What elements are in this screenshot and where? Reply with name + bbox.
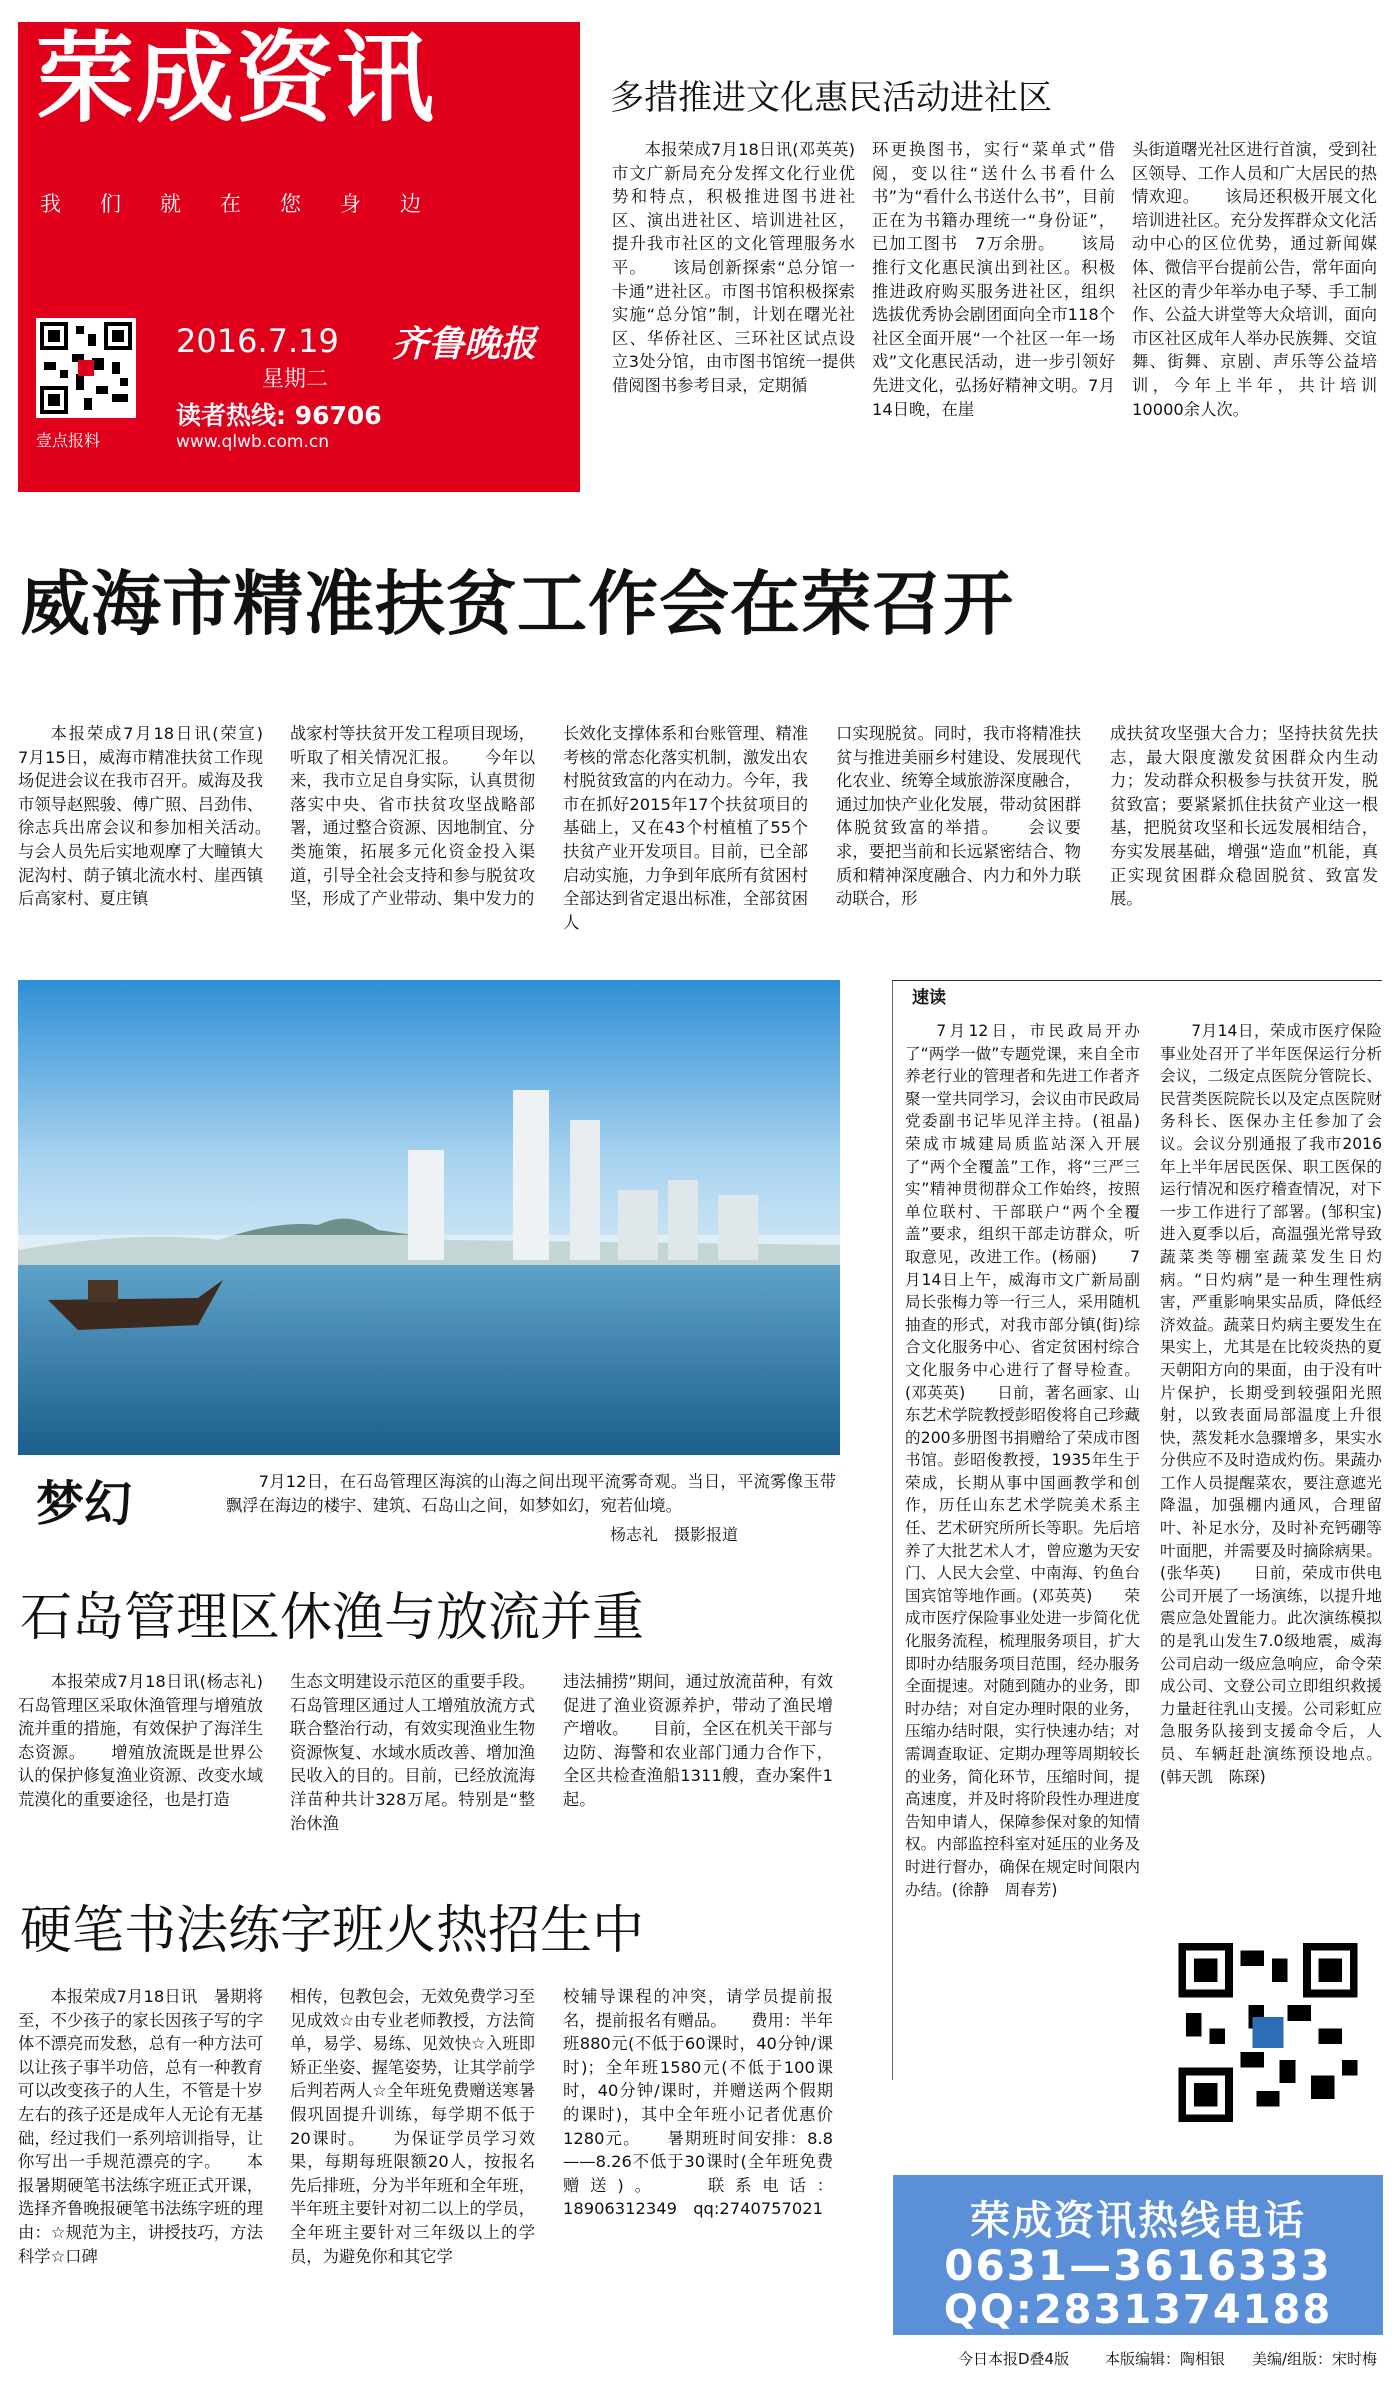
- partner-logo: 齐鲁晚报: [392, 324, 537, 365]
- quick-news-left: [905, 1020, 1140, 2155]
- article2-col2: [290, 722, 535, 932]
- article4-col3: [563, 1985, 833, 2335]
- article3-col2-text: 生态文明建设示范区的重要手段。石岛管理区通过人工增殖放流方式联合整治行动，有效实现渔业生物资源恢复、水域水质改善、增加渔民收入的目的。目前，已经放流海洋苗种共计328万尾。特别是“整治休渔: [290, 1672, 535, 1833]
- article3-col3-text: 违法捕捞”期间，通过放流苗种，有效促进了渔业资源养护，带动了渔民增产增收。 目前，全区在机关干部与边防、海警和农业部门通力合作下，全区共检查渔船1311艘，查办案件1起。: [563, 1672, 833, 1809]
- article2-col1: [18, 722, 263, 932]
- hotline-banner: [893, 2175, 1383, 2335]
- quick-news-left-text: 7月12日，市民政局开办了“两学一做”专题党课，来自全市养老行业的管理者和先进工作者齐聚一堂共同学习，会议由市民政局党委副书记毕见洋主持。(祖晶) 荣成市城建局质监站深入开展了“两个全覆盖”工作，将“三严三实”精神贯彻群众工作始终，按照单位联村、干部联户“两个全覆盖”要求，组织干部走访群众，听取意见，改进工作。(杨丽) 7月14日上午，威海市文广新局副局长张梅力等一行三人，采用随机抽查的形式，对我市部分镇(街)综合文化服务中心、省定贫困村综合文化服务中心进行了督导检查。(邓英英) 日前，著名画家、山东艺术学院教授彭昭俊将自己珍藏的200多册图书捐赠给了荣成市图书馆。彭昭俊教授，1935年生于荣成，长期从事中国画教学和创作，历任山东艺术学院美术系主任、艺术研究所所长等职。先后培养了大批艺术人才，曾应邀为天安门、人民大会堂、中南海、钓鱼台国宾馆等地作画。(邓英英) 荣成市医疗保险事业处进一步简化优化服务流程，梳理服务项目，扩大即时办结服务项目范围，经办服务全面提速。对随到随办的业务，即时办结；对自定办理时限的业务，压缩办结时限，实行快速办结；对需调查取证、定期办理等周期较长的业务，简化环节，压缩时间，提高速度，并及时将阶段性办理进度告知申请人，保障参保对象的知情权。内部监控科室对延压的业务及时进行督办，确保在规定时间限内办结。(徐静 周春芳): [905, 1022, 1140, 1899]
- article1-col3: [1132, 138, 1377, 490]
- article1-headline: 多措推进文化惠民活动进社区: [610, 78, 1052, 118]
- article4-col1-text: 本报荣成7月18日讯 暑期将至，不少孩子的家长因孩子写的字体不漂亮而发愁，总有一种方法可以让孩子事半功倍，总有一种教育可以改变孩子的人生，不管是十岁左右的孩子还是成年人无论有无基础，经过我们一系列培训指导，让你写出一手规范漂亮的字。 本报暑期硬笔书法练字班正式开课，选择齐鲁晚报硬笔书法练字班的理由：☆规范为主，讲授技巧，方法科学☆口碑: [18, 1987, 263, 2266]
- article2-col5: [1110, 722, 1378, 932]
- article2-col3-text: 长效化支撑体系和台账管理、精准考核的常态化落实机制，激发出农村脱贫致富的内在动力。今年，我市在抓好2015年17个扶贫项目的基础上，又在43个村植植了55个扶贫产业开发项目。目前，已全部启动实施，力争到年底所有贫困村全部达到省定退出标准，全部贫困人: [563, 724, 808, 932]
- article1-col1: [612, 138, 855, 490]
- photo-credit: 杨志礼 摄影报道: [610, 1525, 739, 1544]
- article3-col1: [18, 1670, 263, 1860]
- article2-col5-text: 成扶贫攻坚强大合力；坚持扶贫先扶志，最大限度激发贫困群众内生动力；发动群众积极参与扶贫开发，脱贫致富；要紧紧抓住扶贫产业这一根基，把脱贫攻坚和长远发展相结合，夯实发展基础，增强“造血”机能，真正实现贫困群众稳固脱贫、致富发展。: [1110, 724, 1378, 909]
- article3-col2: [290, 1670, 535, 1860]
- website-url: www.qlwb.com.cn: [176, 432, 329, 452]
- article2-col3: [563, 722, 808, 932]
- issue-date: 2016.7.19: [176, 322, 339, 360]
- article1-col1-text: 本报荣成7月18日讯(邓英英) 市文广新局充分发挥文化行业优势和特点，积极推进图书进社区、演出进社区、培训进社区，提升我市社区的文化管理服务水平。 该局创新探索“总分馆一卡通”进社区。市图书馆积极探索实施“总分馆”制，计划在曙光社区、华侨社区、三环社区试点设立3处分馆，由市图书馆统一提供借阅图书参考目录，定期循: [612, 140, 855, 395]
- footer-issue-note: 今日本报D叠4版: [958, 2350, 1070, 2368]
- reader-hotline: 读者热线: 96706: [176, 401, 382, 430]
- masthead-name: 荣成资讯: [36, 22, 437, 136]
- footer-editor: 本版编辑：陶相银: [1105, 2350, 1226, 2368]
- photo-story-title: 梦幻: [36, 1476, 133, 1532]
- footer-design: 美编/组版：宋时梅: [1252, 2350, 1378, 2368]
- quick-news-right: [1160, 1020, 1382, 1925]
- banner-phone: 0631—3616333: [944, 2241, 1332, 2290]
- article4-col2-text: 相传，包教包会，无效免费学习至见成效☆由专业老师教授，方法简单，易学、易练、见效快☆入班即矫正坐姿、握笔姿势，让其学前学后判若两人☆全年班免费赠送寒暑假巩固提升训练，每学期不低于20课时。 为保证学员学习效果，每期每班限额20人，按报名先后排班，分为半年班和全年班，半年班主要针对初二以上的学员，全年班主要针对三年级以上的学员，为避免你和其它学: [290, 1987, 535, 2266]
- scan-label: 壹点报料: [36, 431, 101, 450]
- article2-col4-text: 口实现脱贫。同时，我市将精准扶贫与推进美丽乡村建设、发展现代化农业、统筹全域旅游深度融合，通过加快产业化发展，带动贫困群体脱贫致富的举措。 会议要求，要把当前和长远紧密结合、物质和精神深度融合、内力和外力联动联合，形: [836, 724, 1081, 909]
- article2-col2-text: 战家村等扶贫开发工程项目现场，听取了相关情况汇报。 今年以来，我市立足自身实际，认真贯彻落实中央、省市扶贫攻坚战略部署，通过整合资源、因地制宜、分类施策，拓展多元化资金投入渠道，引导全社会支持和参与脱贫攻坚，形成了产业带动、集中发力的: [290, 724, 535, 909]
- subscribe-qr-icon: [1168, 1935, 1368, 2130]
- article2-col1-text: 本报荣成7月18日讯(荣宣) 7月15日，威海市精准扶贫工作现场促进会议在我市召开。威海及我市领导赵熙骏、傅广照、吕劲伟、徐志兵出席会议和参加相关活动。 与会人员先后实地观摩了大疃镇大泥沟村、荫子镇北流水村、崖西镇后高家村、夏庄镇: [18, 724, 263, 909]
- issue-weekday: 星期二: [262, 367, 329, 392]
- article3-headline: 石岛管理区休渔与放流并重: [20, 1588, 645, 1648]
- photo-caption: [226, 1470, 836, 1518]
- article4-col2: [290, 1985, 535, 2335]
- qr-code-icon: [36, 318, 136, 418]
- article4-col1: [18, 1985, 263, 2335]
- article3-col1-text: 本报荣成7月18日讯(杨志礼) 石岛管理区采取休渔管理与增殖放流并重的措施，有效保护了海洋生态资源。 增殖放流既是世界公认的保护修复渔业资源、改变水域荒漠化的重要途径，也是打造: [18, 1672, 263, 1809]
- sea-fog-photo: [18, 980, 840, 1455]
- article4-headline: 硬笔书法练字班火热招生中: [20, 1901, 645, 1961]
- article4-col3-text: 校辅导课程的冲突，请学员提前报名，提前报名有赠品。 费用：半年班880元(不低于60课时，40分钟/课时)；全年班1580元(不低于100课时，40分钟/课时，并赠送两个假期的课时)，其中全年班小记者优惠价1280元。 暑期班时间安排：8.8——8.26不低于30课时(全年班免费赠送)。 联系电话：18906312349 qq:2740757021: [563, 1987, 833, 2219]
- article1-col3-text: 头街道曙光社区进行首演，受到社区领导、工作人员和广大居民的热情欢迎。 该局还积极开展文化培训进社区。充分发挥群众文化活动中心的区位优势，通过新闻媒体、微信平台提前公告，常年面向社区的青少年举办电子琴、手工制作、公益大讲堂等大众培训，面向市区社区成年人举办民族舞、交谊舞、街舞、京剧、声乐等公益培训，今年上半年，共计培训10000余人次。: [1132, 140, 1377, 419]
- article2-headline: 威海市精准扶贫工作会在荣召开: [20, 563, 1014, 645]
- article1-col2: [872, 138, 1115, 490]
- article3-col3: [563, 1670, 833, 1860]
- quick-news-right-text: 7月14日，荣成市医疗保险事业处召开了半年医保运行分析会议，二级定点医院分管院长、民营类医院院长以及定点医院财务科长、医保办主任参加了会议。会议分别通报了我市2016年上半年居民医保、职工医保的运行情况和医疗稽查情况，对下一步工作进行了部署。(邹积宝) 进入夏季以后，高温强光常导致蔬菜类等棚室蔬菜发生日灼病。“日灼病”是一种生理性病害，严重影响果实品质，降低经济效益。蔬菜日灼病主要发生在果实上，尤其是在比较炎热的夏天朝阳方向的果面，由于没有叶片保护，长期受到较强阳光照射，以致表面局部温度上升很快，蒸发耗水急骤增多，果实水分供应不及时造成灼伤。果蔬办工作人员提醒菜农，要注意遮光降温，加强棚内通风，合理留叶、补足水分，及时补充钙硼等叶面肥，并需要及时摘除病果。(张华英) 日前，荣成市供电公司开展了一场演练，以提升地震应急处置能力。此次演练模拟的是乳山发生7.0级地震，威海公司启动一级应急响应，命令荣成公司、文登公司立即组织救援力量赶往乳山支援。公司彩虹应急服务队接到支援命令后，人员、车辆赶赴演练预设地点。(韩天凯 陈琛): [1160, 1022, 1382, 1786]
- photo-caption-text: 7月12日，在石岛管理区海滨的山海之间出现平流雾奇观。当日，平流雾像玉带飘浮在海边的楼宇、建筑、石岛山之间，如梦如幻，宛若仙境。: [226, 1472, 836, 1515]
- article2-col4: [836, 722, 1081, 932]
- banner-title: 荣成资讯热线电话: [970, 2198, 1306, 2244]
- quick-news-label: 速读: [912, 988, 946, 1008]
- quick-news-rule: [892, 980, 1382, 981]
- banner-qq: QQ:2831374188: [943, 2287, 1333, 2333]
- article1-col2-text: 环更换图书，实行“菜单式”借阅，变以往“送什么书看什么书”为“看什么书送什么书”，目前正在为书籍办理统一“身份证”，已加工图书 7万余册。 该局推行文化惠民演出到社区。积极推进政府购买服务进社区，组织选拔优秀协会剧团面向全市118个社区全面开展“一个社区一年一场戏”文化惠民活动，进一步引领好先进文化，弘扬好精神文明。7月14日晚，在崖: [872, 140, 1115, 419]
- masthead-slogan: 我们就在您身边: [40, 192, 460, 216]
